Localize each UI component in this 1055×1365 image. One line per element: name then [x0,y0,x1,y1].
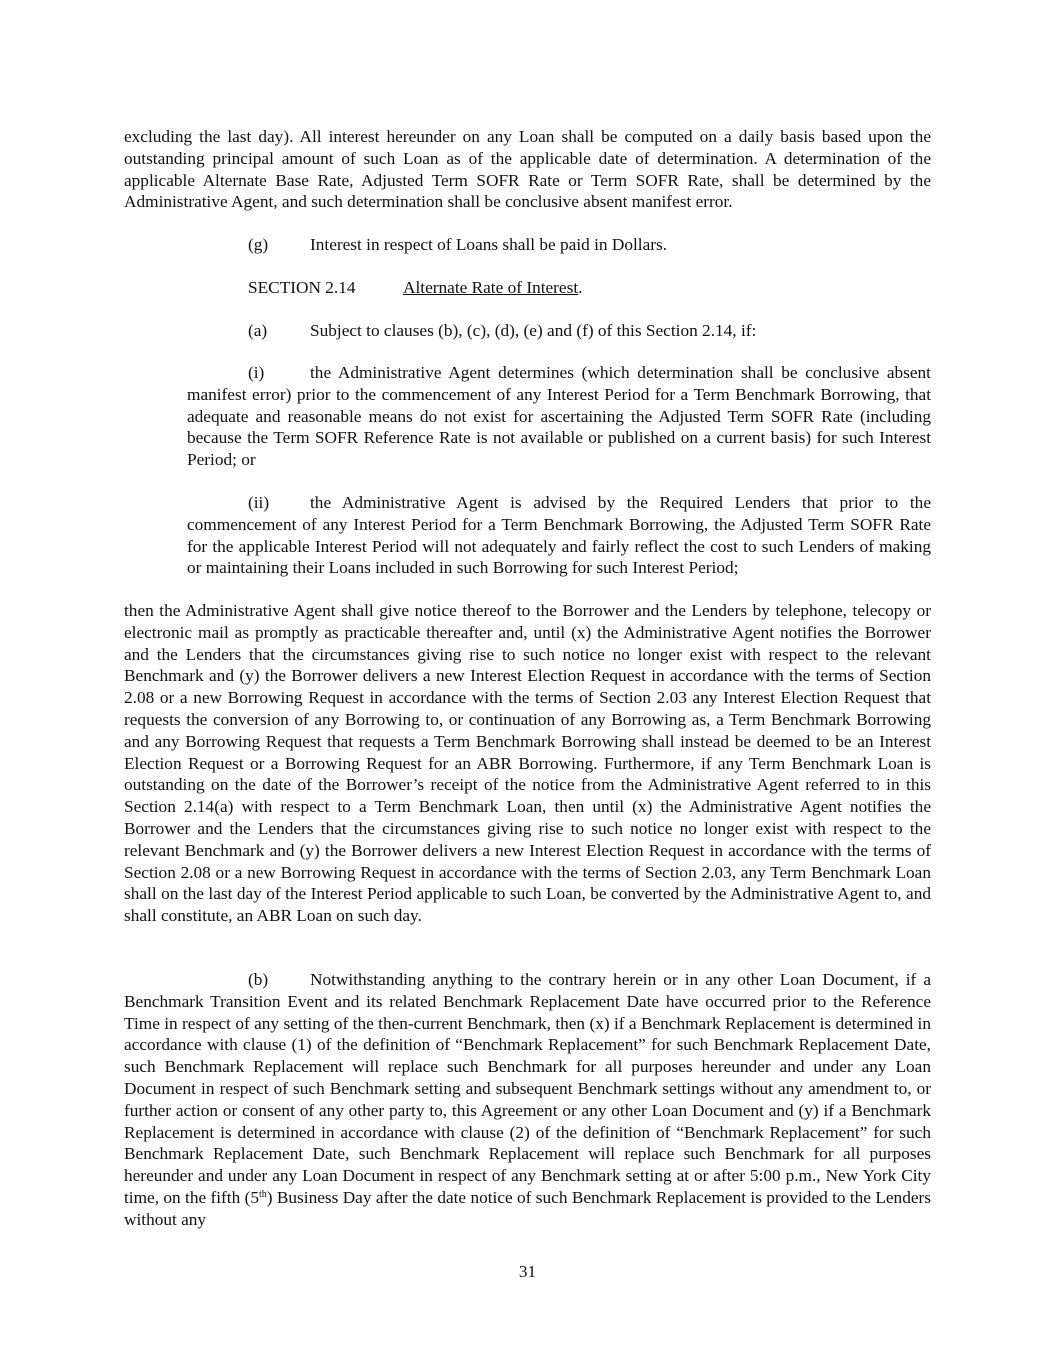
clause-ii [187,492,931,579]
clause-i-text: the Administrative Agent determines (which determination shall be conclusive absent manifest error) prior to the commencement of any Interest Period for a Term Benchmark Borrowing, that adequate and reasonable means do not exist for ascertaining the Adjusted Term SOFR Rate (including because the Term SOFR Reference Rate is not available or published on a current basis) for such Interest Period; or [187,363,931,470]
page-number: 31 [518,1262,537,1281]
section-heading [248,277,582,299]
clause-a [248,320,756,342]
clause-ii-text: the Administrative Agent is advised by the Required Lenders that prior to the commencement of any Interest Period for a Term Benchmark Borrowing, the Adjusted Term SOFR Rate for the applicable Interest Period will not adequately and fairly reflect the cost to such Lenders of making or maintaining their Loans included in such Borrowing for such Interest Period; [187,493,931,578]
section-number: SECTION 2.14 [248,278,356,297]
paragraph-then: then the Administrative Agent shall give notice thereof to the Borrower and the Lenders by telephone, telecopy or electronic mail as promptly as practicable thereafter and, until (x) the Administrative Agent notifies the Borrower and the Lenders that the circumstances giving rise to such notice no longer exist with respect to the relevant Benchmark and (y) the Borrower delivers a new Interest Election Request in accordance with the terms of Section 2.08 or a new Borrowing Request in accordance with the terms of Section 2.03 any Interest Election Request that requests the conversion of any Borrowing to, or continuation of any Borrowing as, a Term Benchmark Borrowing and any Borrowing Request that requests a Term Benchmark Borrowing shall instead be deemed to be an Interest Election Request or a Borrowing Request for an ABR Borrowing. Furthermore, if any Term Benchmark Loan is outstanding on the date of the Borrower’s receipt of the notice from the Administrative Agent referred to in this Section 2.14(a) with respect to a Term Benchmark Loan, then until (x) the Administrative Agent notifies the Borrower and the Lenders that the circumstances giving rise to such notice no longer exist with respect to the relevant Benchmark and (y) the Borrower delivers a new Interest Election Request in accordance with the terms of Section 2.08 or a new Borrowing Request in accordance with the terms of Section 2.03, any Term Benchmark Loan shall on the last day of the Interest Period applicable to such Loan, be converted by the Administrative Agent to, and shall constitute, an ABR Loan on such day. [124,601,931,926]
clause-g [248,234,667,256]
section-title: Alternate Rate of Interest [403,278,579,297]
clause-b-superscript: th [259,1188,267,1200]
clause-g-text: Interest in respect of Loans shall be paid in Dollars. [310,235,668,254]
clause-i-label: (i) [248,363,265,382]
clause-ii-label: (ii) [248,493,270,512]
section-title-period: . [578,278,583,297]
paragraph-interest-computation: excluding the last day). All interest hereunder on any Loan shall be computed on a daily basis based upon the outstanding principal amount of such Loan as of the applicable date of determination. A determination of the applicable Alternate Base Rate, Adjusted Term SOFR Rate or Term SOFR Rate, shall be determined by the Administrative Agent, and such determination shall be conclusive absent manifest error. [124,127,931,212]
clause-b-text: Notwithstanding anything to the contrary herein or in any other Loan Document, if a Benchmark Transition Event and its related Benchmark Replacement Date have occurred prior to the Reference Time in respect of any setting of the then-current Benchmark, then (x) if a Benchmark Replacement is determined in accordance with clause (1) of the definition of “Benchmark Replacement” for such Benchmark Replacement Date, such Benchmark Replacement will replace such Benchmark for all purposes hereunder and under any Loan Document in respect of such Benchmark setting and subsequent Benchmark settings without any amendment to, or further action or consent of any other party to, this Agreement or any other Loan Document and (y) if a Benchmark Replacement is determined in accordance with clause (2) of the definition of “Benchmark Replacement” for such Benchmark Replacement Date, such Benchmark Replacement will replace such Benchmark for all purposes hereunder and under any Loan Document in respect of any Benchmark setting at or after 5:00 p.m., New York City time, on the fifth (5 [124,970,931,1207]
clause-b-label: (b) [248,970,269,989]
clause-b-text-end: ) Business Day after the date notice of such Benchmark Replacement is provided to the Lenders without any [124,1187,931,1229]
clause-a-label: (a) [248,321,268,340]
clause-a-text: Subject to clauses (b), (c), (d), (e) and (f) of this Section 2.14, if: [310,321,757,340]
clause-b [124,969,931,1231]
clause-i [187,362,931,471]
clause-g-label: (g) [248,235,269,254]
